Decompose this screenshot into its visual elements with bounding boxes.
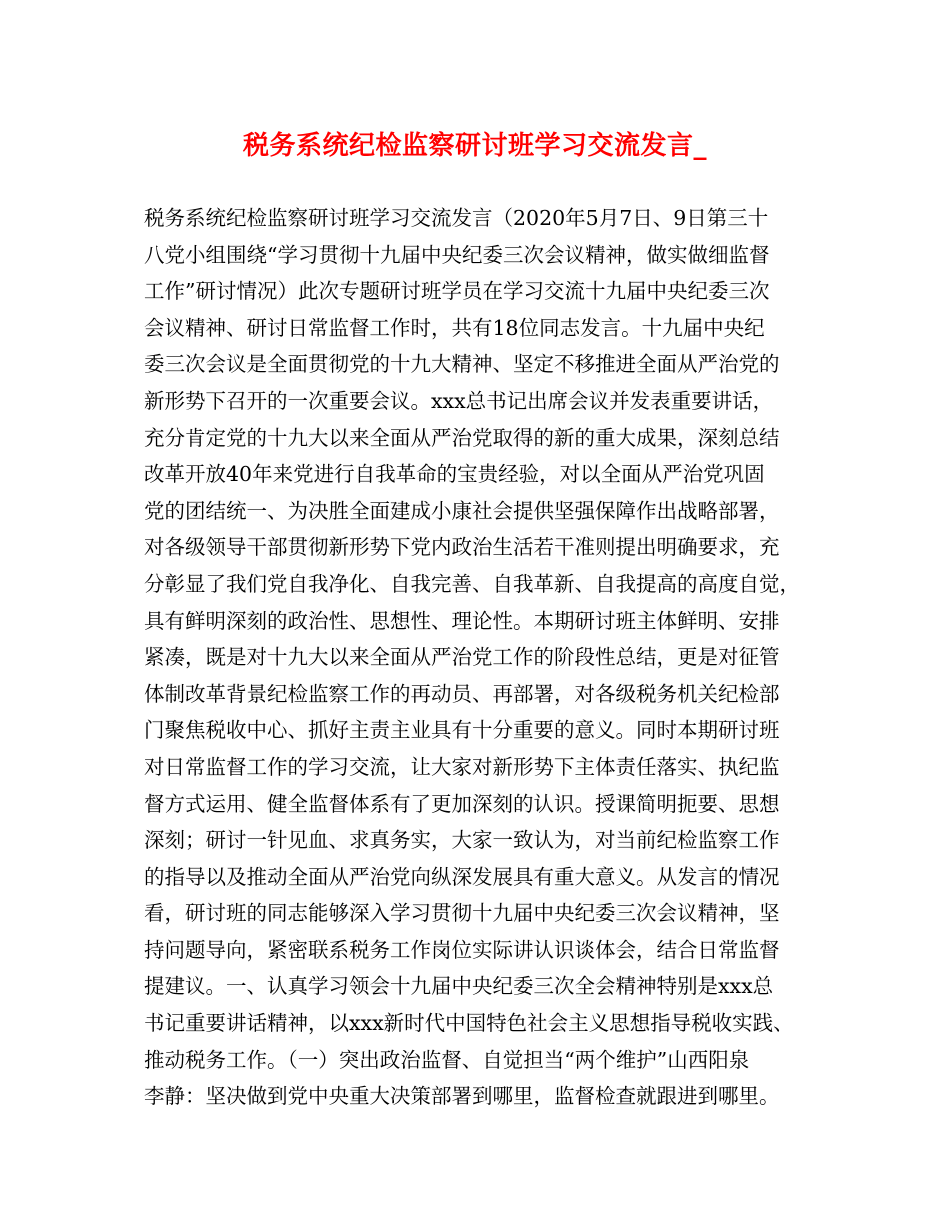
body-line: 会议精神、研讨日常监督工作时，共有18位同志发言。十九届中央纪 (144, 315, 765, 340)
body-line: 深刻；研讨一针见血、求真务实，大家一致认为，对当前纪检监察工作 (144, 828, 780, 853)
body-line: 八党小组围绕“学习贯彻十九届中央纪委三次会议精神，做实做细监督 (144, 242, 770, 267)
body-line: 对日常监督工作的学习交流，让大家对新形势下主体责任落实、执纪监 (144, 754, 780, 779)
body-line: 工作”研讨情况）此次专题研讨班学员在学习交流十九届中央纪委三次 (144, 279, 770, 304)
body-line: 分彰显了我们党自我净化、自我完善、自我革新、自我提高的高度自觉， (144, 571, 800, 596)
body-line: 的指导以及推动全面从严治党向纵深发展具有重大意义。从发言的情况 (144, 864, 780, 889)
body-line: 李静：坚决做到党中央重大决策部署到哪里，监督检查就跟进到哪里。 (144, 1084, 780, 1109)
body-line: 体制改革背景纪检监察工作的再动员、再部署，对各级税务机关纪检部 (144, 681, 780, 706)
body-line: 书记重要讲话精神，以xxx新时代中国特色社会主义思想指导税收实践、 (144, 1011, 794, 1036)
body-line: 改革开放40年来党进行自我革命的宝贵经验，对以全面从严治党巩固 (144, 462, 765, 487)
body-line: 党的团结统一、为决胜全面建成小康社会提供坚强保障作出战略部署， (144, 498, 780, 523)
body-line: 推动税务工作。（一）突出政治监督、自觉担当“两个维护”山西阳泉 (144, 1047, 750, 1072)
body-line: 对各级领导干部贯彻新形势下党内政治生活若干准则提出明确要求，充 (144, 535, 780, 560)
body-line: 门聚焦税收中心、抓好主责主业具有十分重要的意义。同时本期研讨班 (144, 718, 780, 743)
body-line: 看，研讨班的同志能够深入学习贯彻十九届中央纪委三次会议精神，坚 (144, 901, 780, 926)
document-body (144, 200, 824, 1115)
body-line: 具有鲜明深刻的政治性、思想性、理论性。本期研讨班主体鲜明、安排 (144, 608, 780, 633)
body-line: 税务系统纪检监察研讨班学习交流发言（2020年5月7日、9日第三十 (144, 206, 769, 230)
body-line: 提建议。一、认真学习领会十九届中央纪委三次全会精神特别是xxx总 (144, 974, 774, 999)
document-title: 税务系统纪检监察研讨班学习交流发言_ (242, 131, 707, 161)
body-line: 督方式运用、健全监督体系有了更加深刻的认识。授课简明扼要、思想 (144, 791, 780, 816)
body-line: 持问题导向，紧密联系税务工作岗位实际讲认识谈体会，结合日常监督 (144, 937, 780, 962)
body-line: 紧凑，既是对十九大以来全面从严治党工作的阶段性总结，更是对征管 (144, 645, 780, 670)
body-line: 委三次会议是全面贯彻党的十九大精神、坚定不移推进全面从严治党的 (144, 352, 780, 377)
body-line: 新形势下召开的一次重要会议。xxx总书记出席会议并发表重要讲话， (144, 388, 774, 413)
body-line: 充分肯定党的十九大以来全面从严治党取得的新的重大成果，深刻总结 (144, 425, 780, 450)
